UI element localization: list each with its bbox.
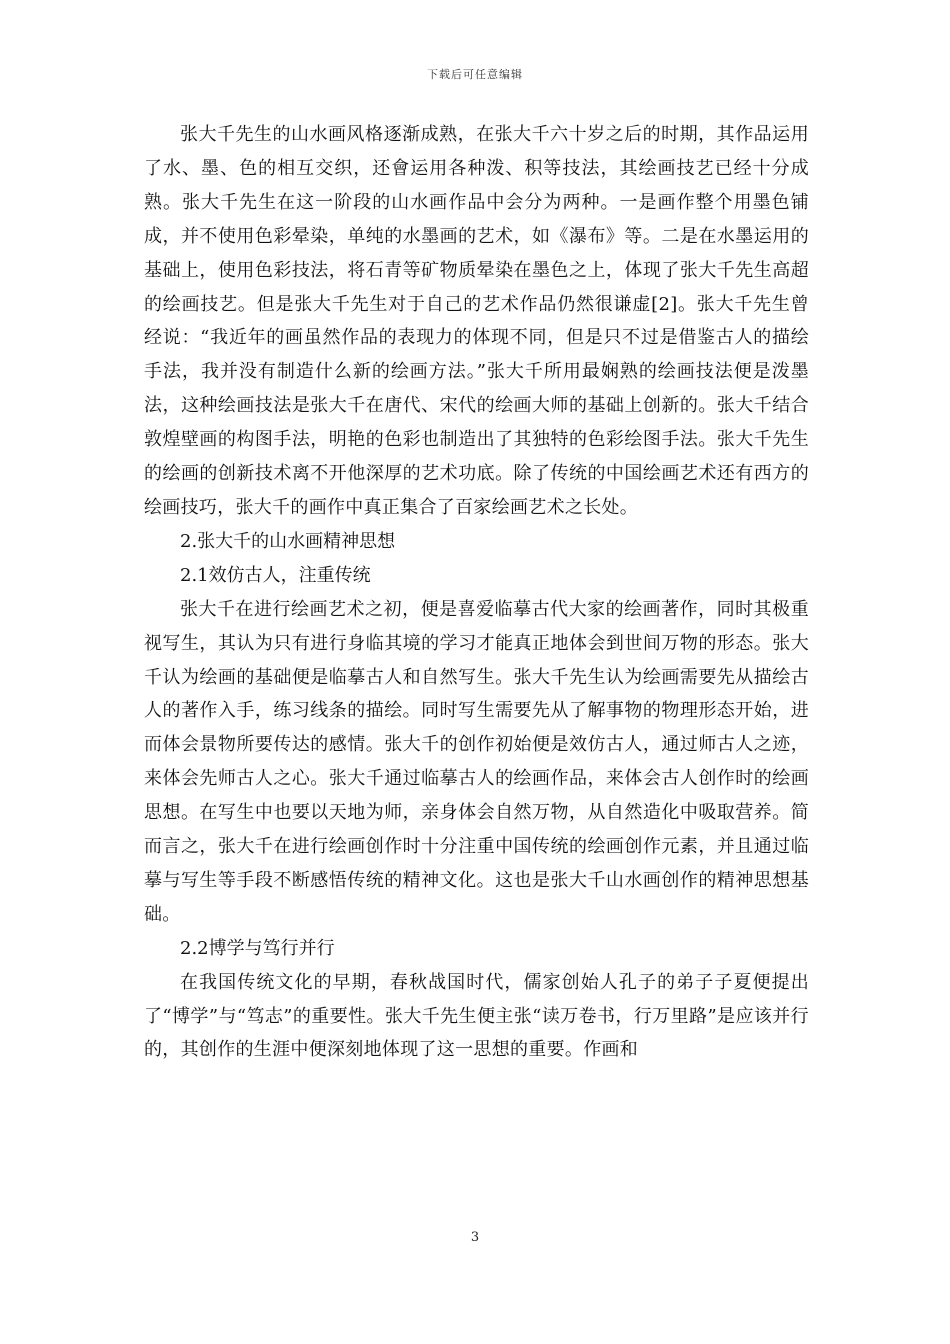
document-body bbox=[144, 118, 809, 1067]
section-heading-2: 2.张大千的山水画精神思想 bbox=[180, 530, 396, 552]
page-header: 下载后可任意编辑 bbox=[427, 68, 523, 81]
body-paragraph-1: 张大千先生的山水画风格逐渐成熟，在张大千六十岁之后的时期，其作品运用了水、墨、色的相互交织，还會运用各种泼、积等技法，其绘画技艺已经十分成熟。张大千先生在这一阶段的山水画作品中会分为两种。一是画作整个用墨色铺成，并不使用色彩晕染，单纯的水墨画的艺术，如《瀑布》等。二是在水墨运用的基础上，使用色彩技法，将石青等矿物质晕染在墨色之上，体现了张大千先生高超的绘画技艺。但是张大千先生对于自己的艺术作品仍然很谦虚[2]。张大千先生曾经说：“我近年的画虽然作品的表现力的体现不同，但是只不过是借鉴古人的描绘手法，我并没有制造什么新的绘画方法。”张大千所用最娴熟的绘画技法便是泼墨法，这种绘画技法是张大千在唐代、宋代的绘画大师的基础上创新的。张大千结合敦煌壁画的构图手法，明艳的色彩也制造出了其独特的色彩绘图手法。张大千先生的绘画的创新技术离不开他深厚的艺术功底。除了传统的中国绘画艺术还有西方的绘画技巧，张大千的画作中真正集合了百家绘画艺术之长处。 bbox=[144, 124, 809, 518]
subsection-heading-2-2: 2.2博学与笃行并行 bbox=[180, 937, 335, 959]
page-number: 3 bbox=[470, 1230, 480, 1245]
body-paragraph-3: 在我国传统文化的早期，春秋战国时代，儒家创始人孔子的弟子子夏便提出了“博学”与“笃志”的重要性。张大千先生便主张“读万卷书，行万里路”是应该并行的，其创作的生涯中便深刻地体现了这一思想的重要。作画和 bbox=[144, 971, 809, 1061]
body-paragraph-2: 张大千在进行绘画艺术之初，便是喜爱临摹古代大家的绘画著作，同时其极重视写生，其认为只有进行身临其境的学习才能真正地体会到世间万物的形态。张大千认为绘画的基础便是临摹古人和自然写生。张大千先生认为绘画需要先从描绘古人的著作入手，练习线条的描绘。同时写生需要先从了解事物的物理形态开始，进而体会景物所要传达的感情。张大千的创作初始便是效仿古人，通过师古人之迹，来体会先师古人之心。张大千通过临摹古人的绘画作品，来体会古人创作时的绘画思想。在写生中也要以天地为师，亲身体会自然万物，从自然造化中吸取营养。简而言之，张大千在进行绘画创作时十分注重中国传统的绘画创作元素，并且通过临摹与写生等手段不断感悟传统的精神文化。这也是张大千山水画创作的精神思想基础。 bbox=[144, 598, 809, 925]
subsection-heading-2-1: 2.1效仿古人，注重传统 bbox=[180, 564, 371, 586]
